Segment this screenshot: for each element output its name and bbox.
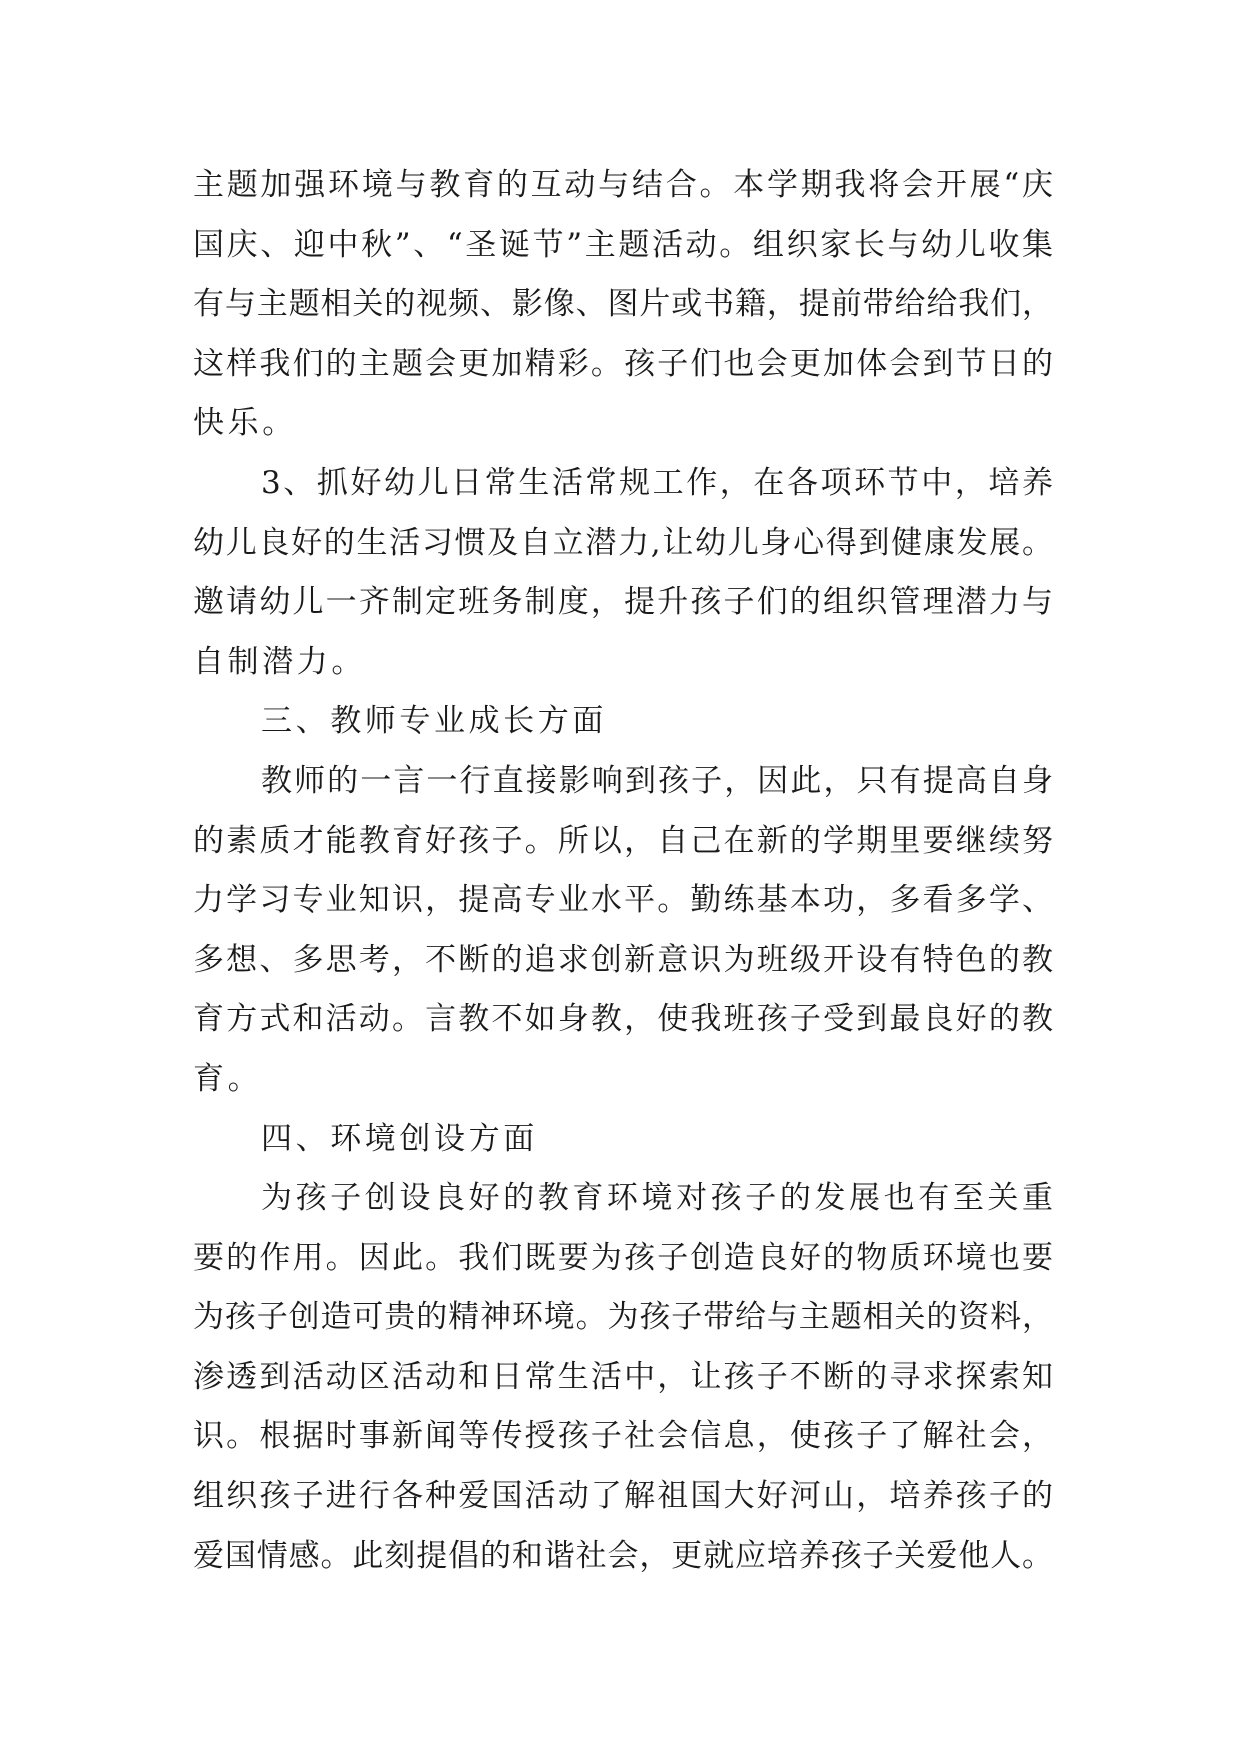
text-line-content: 四、环境创设方面 [261, 1120, 538, 1157]
text-line [193, 931, 1053, 991]
text-line-content: 的素质才能教育好孩子。所以，自己在新的学期里要继续努 [193, 822, 1053, 859]
text-line [193, 812, 1053, 872]
text-line [193, 394, 1053, 454]
text-line [193, 1527, 1053, 1587]
text-line-content: 育方式和活动。言教不如身教，使我班孩子受到最良好的教 [193, 1001, 1053, 1038]
text-line-content: 快乐。 [193, 405, 297, 442]
text-line-content: 识。根据时事新闻等传授孩子社会信息，使孩子了解社会， [193, 1418, 1053, 1455]
text-line-content: 爱国情感。此刻提倡的和谐社会，更就应培养孩子关爱他人。 [193, 1537, 1053, 1574]
text-line-content: 要的作用。因此。我们既要为孩子创造良好的物质环境也要 [193, 1239, 1053, 1276]
text-line [193, 1229, 1053, 1289]
text-line-content: 有与主题相关的视频、影像、图片或书籍，提前带给给我们， [193, 286, 1053, 323]
text-line [193, 692, 1053, 752]
text-line [193, 1110, 1053, 1170]
text-line-content: 力学习专业知识，提高专业水平。勤练基本功，多看多学、 [193, 882, 1053, 919]
text-line-content: 教师的一言一行直接影响到孩子，因此，只有提高自身 [261, 762, 1053, 799]
text-line [193, 990, 1053, 1050]
text-line [193, 752, 1053, 812]
text-line [193, 514, 1053, 574]
text-line-content: 育。 [193, 1060, 263, 1097]
text-line [193, 1348, 1053, 1408]
text-line-content: 自制潜力。 [193, 643, 366, 680]
text-line [193, 1407, 1053, 1467]
text-line [193, 156, 1053, 216]
text-line [193, 573, 1053, 633]
text-line [193, 335, 1053, 395]
text-line-content: 主题加强环境与教育的互动与结合。本学期我将会开展“庆 [193, 167, 1053, 203]
text-line [193, 1467, 1053, 1527]
text-line [193, 633, 1053, 693]
text-line-content: 为孩子创设良好的教育环境对孩子的发展也有至关重 [261, 1180, 1053, 1217]
text-line-content: 幼儿良好的生活习惯及自立潜力,让幼儿身心得到健康发展。 [193, 524, 1053, 561]
text-line [193, 454, 1053, 514]
text-line-content: 多想、多思考，不断的追求创新意识为班级开设有特色的教 [193, 941, 1053, 978]
document-body [193, 156, 1053, 1586]
text-line [193, 1288, 1053, 1348]
text-line-content: 这样我们的主题会更加精彩。孩子们也会更加体会到节日的 [193, 345, 1053, 382]
text-line-content: 为孩子创造可贵的精神环境。为孩子带给与主题相关的资料， [193, 1299, 1053, 1336]
text-line-content: 3、抓好幼儿日常生活常规工作，在各项环节中，培养 [261, 464, 1053, 501]
text-line-content: 三、教师专业成长方面 [261, 703, 607, 740]
text-line-content: 邀请幼儿一齐制定班务制度，提升孩子们的组织管理潜力与 [193, 584, 1053, 621]
text-line [193, 1169, 1053, 1229]
text-line-content: 组织孩子进行各种爱国活动了解祖国大好河山，培养孩子的 [193, 1478, 1053, 1515]
text-line [193, 1050, 1053, 1110]
text-line [193, 275, 1053, 335]
text-line [193, 216, 1053, 276]
text-line-content: 国庆、迎中秋”、“圣诞节”主题活动。组织家长与幼儿收集 [193, 226, 1053, 263]
text-line-content: 渗透到活动区活动和日常生活中，让孩子不断的寻求探索知 [193, 1358, 1053, 1395]
text-line [193, 871, 1053, 931]
